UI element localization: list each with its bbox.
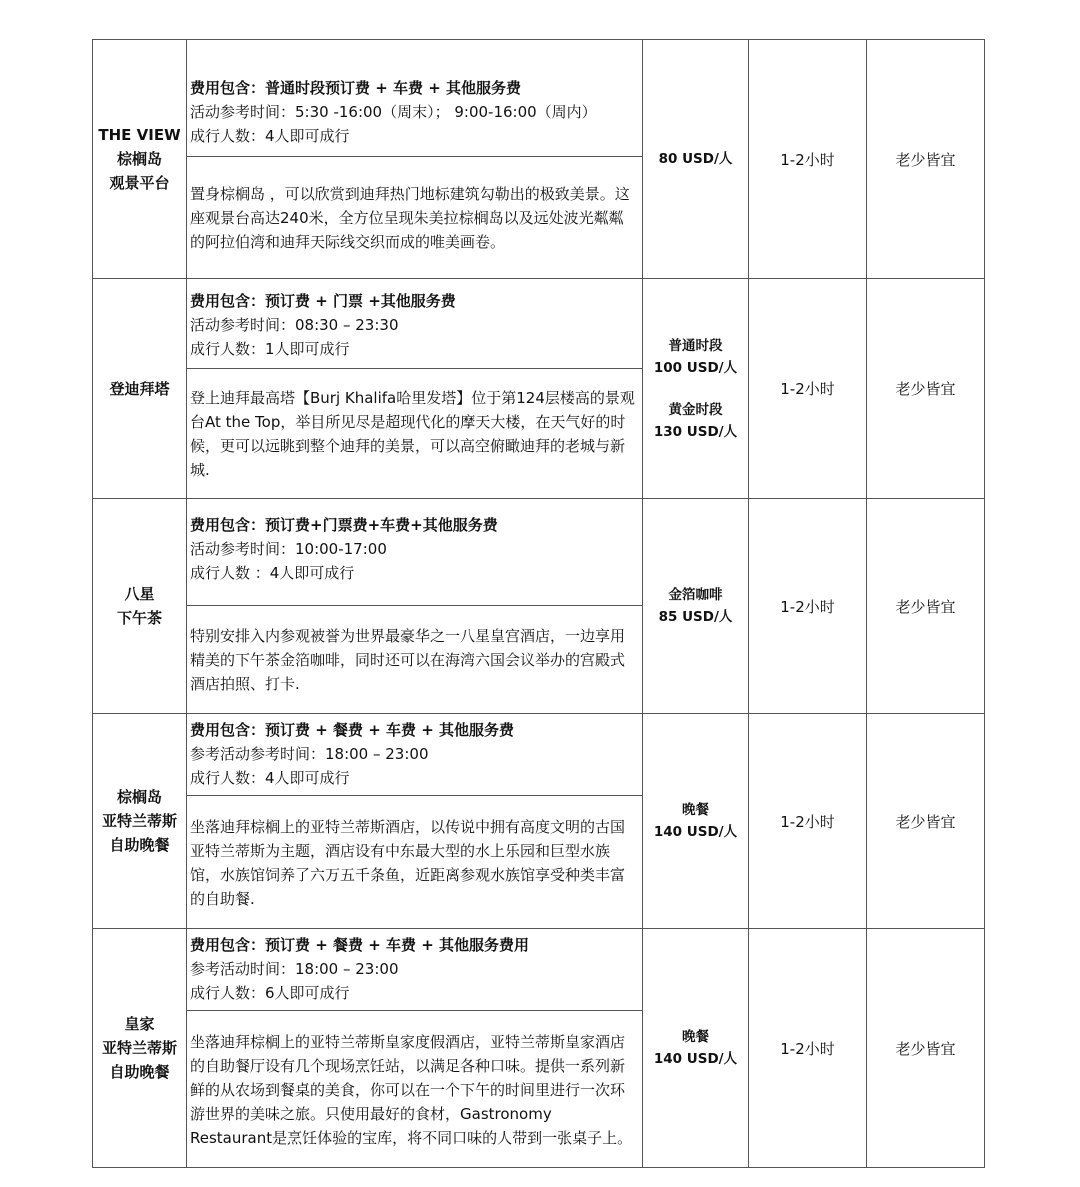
price-cell: 金箔咖啡 85 USD/人: [643, 499, 749, 714]
activity-name: THE VIEW 棕榈岛 观景平台: [93, 40, 187, 279]
people-line: 成行人数：1人即可成行: [190, 340, 350, 358]
suitable-cell: 老少皆宜: [867, 279, 985, 499]
info-description: [187, 1011, 642, 1166]
duration-cell: 1-2小时: [749, 279, 867, 499]
description-text: 特别安排入内参观被誉为世界最豪华之一八星皇宫酒店，一边享用精美的下午茶金箔咖啡，同时还可以在海湾六国会议举办的宫殿式酒店拍照、打卡.: [190, 627, 626, 693]
time-line: 参考活动参考时间：18:00 – 23:00: [190, 745, 429, 763]
suitable-cell: 老少皆宜: [867, 929, 985, 1168]
description-text: 坐落迪拜棕榈上的亚特兰蒂斯皇家度假酒店，亚特兰蒂斯皇家酒店的自助餐厅设有几个现场烹饪站，以满足各种口味。提供一系列新鲜的从农场到餐桌的美食，你可以在一个下午的时间里进行一次环游世界的美味之旅。只使用最好的食材，Gastronomy Restaurant是烹饪体验的宝库，将不同口味的人带到一张桌子上。: [190, 1032, 633, 1147]
table-row: [93, 499, 985, 714]
activity-name: 皇家 亚特兰蒂斯 自助晚餐: [93, 929, 187, 1168]
price-cell: 80 USD/人: [643, 40, 749, 279]
info-description: [187, 157, 642, 277]
fee-line: 费用包含：预订费 + 餐费 + 车费 + 其他服务费: [190, 721, 515, 739]
description-text: 登上迪拜最高塔【Burj Khalifa哈里发塔】位于第124层楼高的景观台At the Top，举目所见尽是超现代化的摩天大楼，在天气好的时候，更可以远眺到整个迪拜的美景，可以高空俯瞰迪拜的老城与新城.: [190, 389, 635, 479]
fee-line: 费用包含：普通时段预订费 + 车费 + 其他服务费: [190, 79, 522, 97]
activity-info: [187, 929, 643, 1168]
description-text: 置身棕榈岛 ，可以欣赏到迪拜热门地标建筑勾勒出的极致美景。这座观景台高达240米，全方位呈现朱美拉棕榈岛以及远处波光粼粼的阿拉伯湾和迪拜天际线交织而成的唯美画卷。: [190, 185, 630, 251]
price-cell: 普通时段 100 USD/人 黄金时段 130 USD/人: [643, 279, 749, 499]
duration-cell: 1-2小时: [749, 714, 867, 929]
fee-line: 费用包含：预订费 + 门票 +其他服务费: [190, 292, 456, 310]
price-cell: 晚餐 140 USD/人: [643, 714, 749, 929]
activity-info: [187, 40, 643, 279]
info-description: [187, 796, 642, 927]
info-description: [187, 606, 642, 712]
activity-name: 棕榈岛 亚特兰蒂斯 自助晚餐: [93, 714, 187, 929]
suitable-cell: 老少皆宜: [867, 499, 985, 714]
activity-info: [187, 499, 643, 714]
suitable-cell: 老少皆宜: [867, 714, 985, 929]
people-line: 成行人数：6人即可成行: [190, 984, 350, 1002]
people-line: 成行人数：4人即可成行: [190, 769, 350, 787]
info-summary: [187, 40, 642, 157]
description-text: 坐落迪拜棕榈上的亚特兰蒂斯酒店，以传说中拥有高度文明的古国亚特兰蒂斯为主题，酒店设有中东最大型的水上乐园和巨型水族馆，水族馆饲养了六万五千条鱼，近距离参观水族馆享受种类丰富的自助餐.: [190, 817, 626, 908]
duration-cell: 1-2小时: [749, 929, 867, 1168]
duration-cell: 1-2小时: [749, 499, 867, 714]
info-summary: [187, 929, 642, 1011]
fee-line: 费用包含：预订费 + 餐费 + 车费 + 其他服务费用: [190, 936, 530, 954]
table-row: [93, 929, 985, 1168]
tour-table: [92, 39, 985, 1168]
people-line: 成行人数 ：4人即可成行: [190, 564, 355, 582]
time-line: 活动参考时间：5:30 -16:00（周末）； 9:00-16:00（周内）: [190, 103, 597, 121]
time-line: 参考活动时间：18:00 – 23:00: [190, 960, 399, 978]
table-row: [93, 279, 985, 499]
time-line: 活动参考时间：08:30 – 23:30: [190, 316, 399, 334]
table-row: [93, 40, 985, 279]
price-cell: 晚餐 140 USD/人: [643, 929, 749, 1168]
info-summary: [187, 499, 642, 606]
duration-cell: 1-2小时: [749, 40, 867, 279]
activity-name: 八星 下午茶: [93, 499, 187, 714]
activity-info: [187, 279, 643, 499]
people-line: 成行人数：4人即可成行: [190, 127, 350, 145]
suitable-cell: 老少皆宜: [867, 40, 985, 279]
activity-name: 登迪拜塔: [93, 279, 187, 499]
info-summary: [187, 714, 642, 796]
table-row: [93, 714, 985, 929]
time-line: 活动参考时间：10:00-17:00: [190, 540, 387, 558]
info-description: [187, 369, 642, 497]
info-summary: [187, 279, 642, 369]
activity-info: [187, 714, 643, 929]
fee-line: 费用包含：预订费+门票费+车费+其他服务费: [190, 516, 498, 534]
